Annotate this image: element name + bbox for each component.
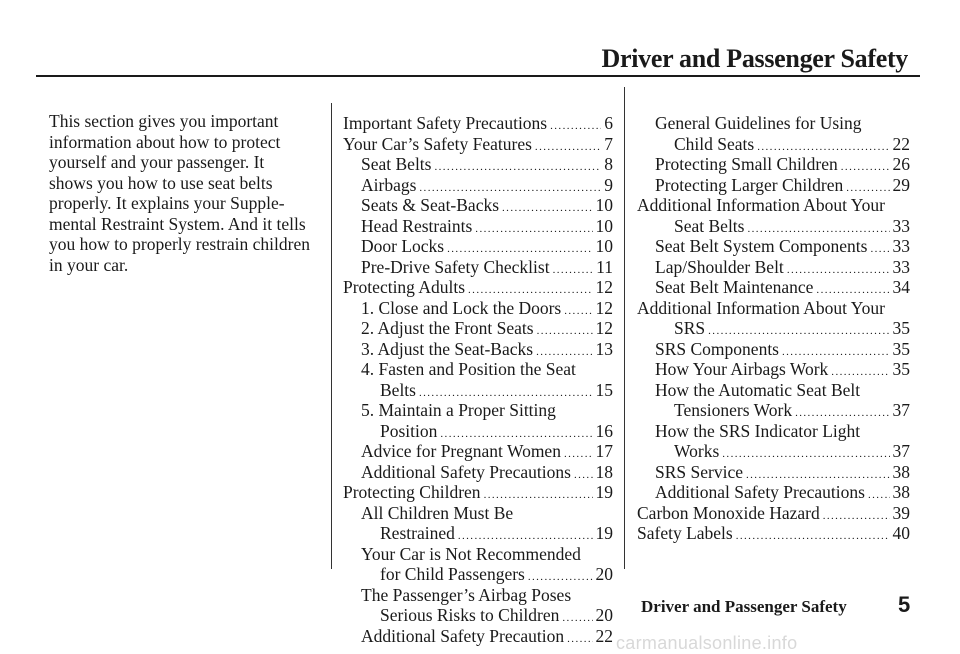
- toc-entry-page: 33: [892, 256, 910, 277]
- toc-entry: [343, 277, 613, 298]
- toc-entry: [637, 359, 910, 380]
- toc-entry: [343, 462, 613, 483]
- column-divider-left: [331, 103, 332, 569]
- toc-entry-label: 4. Fasten and Position the Seat: [361, 359, 576, 379]
- toc-dot-leader: [550, 116, 601, 134]
- toc-entry-page: 20: [595, 605, 613, 625]
- toc-entry-page: 19: [595, 482, 613, 502]
- toc-entry-page: 38: [892, 461, 910, 482]
- toc-entry-page: 11: [596, 256, 613, 277]
- intro-paragraph: [49, 111, 321, 275]
- toc-column-1: [343, 113, 613, 646]
- toc-entry-page: 6: [604, 113, 613, 133]
- intro-line: mental Restraint System. And it tells: [49, 213, 306, 234]
- toc-entry: [343, 257, 613, 278]
- toc-entry-page: 40: [892, 523, 910, 543]
- toc-entry-label: Seat Belt System Components: [655, 236, 868, 256]
- toc-entry-label: SRS: [674, 318, 706, 338]
- toc-entry-page: 26: [892, 154, 910, 174]
- toc-entry-page: 35: [892, 359, 910, 379]
- toc-entry: [343, 564, 613, 585]
- toc-entry-page: 12: [595, 277, 613, 297]
- toc-entry-label: Seat Belts: [674, 215, 745, 236]
- toc-entry-page: 12: [595, 297, 613, 318]
- toc-dot-leader: [787, 260, 890, 278]
- toc-dot-leader: [434, 157, 601, 175]
- toc-entry-label: for Child Passengers: [380, 564, 525, 584]
- toc-entry-label: Seats & Seat-Backs: [361, 195, 500, 215]
- intro-line: information about how to protect: [49, 131, 281, 152]
- toc-dot-leader: [846, 178, 889, 196]
- toc-dot-leader: [708, 321, 889, 339]
- toc-entry: [637, 236, 910, 257]
- toc-entry: [343, 523, 613, 544]
- column-divider-right: [624, 87, 625, 569]
- toc-dot-leader: [440, 424, 592, 442]
- footer-page-number: 5: [898, 592, 911, 617]
- toc-entry-page: 35: [892, 318, 910, 338]
- toc-entry-page: 34: [892, 277, 910, 297]
- toc-dot-leader: [736, 526, 890, 544]
- toc-entry: [637, 277, 910, 298]
- toc-dot-leader: [475, 219, 592, 237]
- toc-entry: [637, 482, 910, 503]
- intro-line: shows you how to use seat belts: [49, 172, 273, 193]
- toc-entry-page: 7: [604, 133, 613, 154]
- toc-entry: [637, 400, 910, 421]
- toc-entry-page: 22: [892, 133, 910, 154]
- footer-section-label: Driver and Passenger Safety: [641, 597, 847, 616]
- toc-dot-leader: [484, 485, 593, 503]
- toc-dot-leader: [567, 629, 592, 647]
- toc-entry: [343, 544, 613, 565]
- toc-entry-page: 35: [892, 338, 910, 359]
- toc-entry-label: Additional Safety Precaution: [361, 625, 565, 646]
- toc-entry-page: 8: [604, 154, 613, 174]
- toc-entry: [343, 503, 613, 524]
- toc-entry: [637, 421, 910, 442]
- toc-entry-page: 20: [595, 564, 613, 584]
- toc-entry-label: Lap/Shoulder Belt: [655, 256, 784, 277]
- toc-entry-page: 37: [892, 400, 910, 420]
- toc-entry: [343, 421, 613, 442]
- toc-dot-leader: [870, 239, 889, 257]
- toc-entry: [343, 339, 613, 360]
- toc-entry: [343, 605, 613, 626]
- toc-entry-label: Child Seats: [674, 133, 755, 154]
- toc-entry: [343, 134, 613, 155]
- toc-entry: [343, 441, 613, 462]
- toc-entry-label: How the Automatic Seat Belt: [655, 379, 861, 400]
- toc-entry-page: 13: [595, 338, 613, 359]
- toc-entry: [637, 113, 910, 134]
- toc-dot-leader: [562, 608, 592, 626]
- toc-entry-page: 18: [595, 461, 613, 482]
- toc-entry-page: 15: [595, 379, 613, 400]
- toc-entry-label: Airbags: [361, 174, 417, 195]
- watermark: carmanualsonline.info: [616, 633, 798, 653]
- toc-dot-leader: [782, 342, 890, 360]
- toc-entry: [343, 113, 613, 134]
- toc-dot-leader: [447, 239, 592, 257]
- toc-entry-page: 29: [892, 174, 910, 195]
- toc-dot-leader: [468, 280, 592, 298]
- toc-dot-leader: [746, 465, 890, 483]
- toc-entry-label: Additional Information About Your: [637, 195, 885, 215]
- toc-entry-page: 10: [595, 195, 613, 215]
- toc-entry: [637, 462, 910, 483]
- toc-entry-page: 9: [604, 174, 613, 195]
- toc-dot-leader: [528, 567, 593, 585]
- toc-dot-leader: [757, 137, 889, 155]
- header-rule: [36, 75, 920, 77]
- toc-entry: [343, 195, 613, 216]
- intro-line: This section gives you important: [49, 111, 279, 131]
- toc-entry: [343, 626, 613, 647]
- toc-entry-label: Protecting Adults: [343, 277, 466, 297]
- toc-entry-label: Important Safety Precautions: [343, 113, 548, 133]
- toc-entry-label: Additional Safety Precautions: [361, 461, 571, 482]
- toc-entry-label: How Your Airbags Work: [655, 359, 829, 379]
- toc-entry-label: How the SRS Indicator Light: [655, 420, 861, 441]
- toc-entry-label: Door Locks: [361, 236, 445, 256]
- toc-dot-leader: [419, 178, 601, 196]
- toc-entry: [637, 216, 910, 237]
- toc-entry-label: Your Car’s Safety Features: [343, 133, 532, 154]
- toc-entry-page: 33: [892, 215, 910, 236]
- toc-entry: [637, 257, 910, 278]
- toc-entry: [343, 380, 613, 401]
- toc-entry: [343, 216, 613, 237]
- toc-entry: [343, 318, 613, 339]
- toc-entry-label: Advice for Pregnant Women: [361, 441, 561, 461]
- toc-entry-label: All Children Must Be: [361, 502, 514, 523]
- toc-dot-leader: [831, 362, 889, 380]
- toc-entry-page: 22: [595, 625, 613, 646]
- intro-line: in your car.: [49, 254, 129, 275]
- toc-entry-label: The Passenger’s Airbag Poses: [361, 584, 572, 605]
- toc-entry: [637, 175, 910, 196]
- toc-entry-page: 39: [892, 502, 910, 523]
- toc-entry: [637, 441, 910, 462]
- intro-line: properly. It explains your Supple-: [49, 193, 285, 213]
- toc-entry: [343, 400, 613, 421]
- toc-entry: [343, 482, 613, 503]
- toc-entry: [637, 318, 910, 339]
- toc-entry: [637, 523, 910, 544]
- toc-entry-label: Additional Safety Precautions: [655, 482, 865, 502]
- toc-dot-leader: [458, 526, 593, 544]
- toc-entry: [637, 339, 910, 360]
- toc-entry-label: Your Car is Not Recommended: [361, 543, 581, 564]
- toc-entry-label: 2. Adjust the Front Seats: [361, 318, 534, 338]
- toc-entry-label: Restrained: [380, 523, 455, 543]
- intro-line: yourself and your passenger. It: [49, 152, 265, 172]
- toc-entry-page: 37: [892, 441, 910, 461]
- toc-entry: [637, 154, 910, 175]
- toc-entry-label: 5. Maintain a Proper Sitting: [361, 400, 556, 420]
- toc-dot-leader: [502, 198, 592, 216]
- toc-entry-label: Serious Risks to Children: [380, 605, 560, 625]
- toc-entry-label: Pre-Drive Safety Checklist: [361, 256, 550, 277]
- toc-dot-leader: [564, 444, 593, 462]
- toc-dot-leader: [722, 444, 889, 462]
- toc-entry-label: Tensioners Work: [674, 400, 793, 420]
- toc-entry-label: General Guidelines for Using: [655, 113, 862, 133]
- toc-dot-leader: [841, 157, 890, 175]
- toc-entry-label: Safety Labels: [637, 523, 733, 543]
- toc-column-2: [637, 113, 910, 544]
- toc-entry-label: Seat Belt Maintenance: [655, 277, 814, 297]
- toc-entry-page: 17: [595, 441, 613, 461]
- toc-entry-label: SRS Service: [655, 461, 743, 482]
- toc-dot-leader: [868, 485, 890, 503]
- toc-entry-page: 12: [595, 318, 613, 338]
- toc-dot-leader: [537, 321, 593, 339]
- toc-entry: [343, 175, 613, 196]
- toc-dot-leader: [795, 403, 889, 421]
- toc-entry-label: 1. Close and Lock the Doors: [361, 297, 562, 318]
- toc-dot-leader: [574, 465, 593, 483]
- toc-dot-leader: [419, 383, 593, 401]
- toc-entry: [343, 585, 613, 606]
- toc-entry: [637, 380, 910, 401]
- toc-entry-label: Belts: [380, 379, 416, 400]
- toc-entry-label: Position: [380, 420, 438, 441]
- toc-entry-label: SRS Components: [655, 338, 779, 359]
- toc-entry: [637, 298, 910, 319]
- toc-entry-label: Protecting Larger Children: [655, 174, 844, 195]
- page-title: Driver and Passenger Safety: [601, 44, 908, 73]
- toc-dot-leader: [535, 137, 601, 155]
- toc-dot-leader: [553, 260, 594, 278]
- toc-entry-label: Protecting Small Children: [655, 154, 838, 174]
- toc-dot-leader: [747, 219, 889, 237]
- toc-entry: [343, 298, 613, 319]
- toc-entry-label: Head Restraints: [361, 215, 473, 236]
- toc-entry-label: Additional Information About Your: [637, 297, 885, 318]
- toc-entry: [343, 236, 613, 257]
- toc-entry-page: 33: [892, 236, 910, 256]
- toc-dot-leader: [536, 342, 592, 360]
- toc-entry: [637, 195, 910, 216]
- toc-entry-page: 10: [595, 236, 613, 256]
- toc-entry-label: 3. Adjust the Seat-Backs: [361, 338, 534, 359]
- toc-dot-leader: [816, 280, 889, 298]
- toc-entry-label: Carbon Monoxide Hazard: [637, 502, 820, 523]
- toc-entry-page: 10: [595, 215, 613, 236]
- toc-entry-label: Works: [674, 441, 720, 461]
- toc-entry: [343, 154, 613, 175]
- toc-dot-leader: [823, 506, 890, 524]
- toc-entry: [343, 359, 613, 380]
- toc-entry-page: 19: [595, 523, 613, 543]
- toc-entry-label: Protecting Children: [343, 482, 481, 502]
- toc-entry-page: 16: [595, 420, 613, 441]
- toc-entry-page: 38: [892, 482, 910, 502]
- toc-entry-label: Seat Belts: [361, 154, 432, 174]
- toc-entry: [637, 134, 910, 155]
- toc-entry: [637, 503, 910, 524]
- toc-dot-leader: [564, 301, 592, 319]
- intro-line: you how to properly restrain children: [49, 234, 310, 254]
